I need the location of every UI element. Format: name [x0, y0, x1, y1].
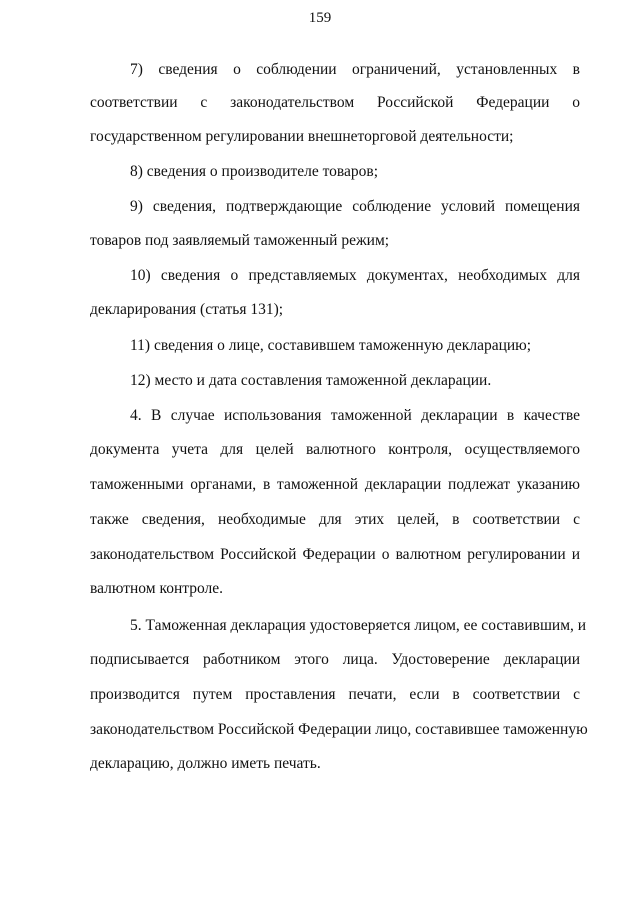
page-number: 159 — [308, 10, 332, 26]
text-line: валютном контроле. — [90, 580, 223, 597]
text-line: 12) место и дата составления таможенной декларации. — [130, 372, 492, 389]
text-line: также сведения, необходимые для этих целей, в соответствии с — [90, 511, 580, 528]
text-line: государственном регулировании внешнеторговой деятельности; — [90, 128, 514, 145]
text-line: подписывается работником этого лица. Удостоверение декларации — [90, 651, 580, 668]
text-line: товаров под заявляемый таможенный режим; — [90, 232, 390, 249]
text-line: таможенными органами, в таможенной декларации подлежат указанию — [90, 476, 580, 493]
text-line: законодательством Российской Федерации лицо, составившее таможенную — [90, 721, 588, 738]
text-line: декларацию, должно иметь печать. — [90, 755, 321, 772]
text-line: 9) сведения, подтверждающие соблюдение условий помещения — [130, 198, 580, 215]
text-line: 11) сведения о лице, составившем таможенную декларацию; — [130, 337, 532, 354]
text-line: 4. В случае использования таможенной декларации в качестве — [130, 407, 580, 424]
text-line: производится путем проставления печати, если в соответствии с — [90, 686, 580, 703]
text-line: 5. Таможенная декларация удостоверяется лицом, ее составившим, и — [130, 617, 587, 634]
text-line: декларирования (статья 131); — [90, 301, 284, 318]
text-line: 10) сведения о представляемых документах, необходимых для — [130, 267, 580, 284]
text-line: 7) сведения о соблюдении ограничений, установленных в — [130, 61, 580, 78]
text-line: законодательством Российской Федерации о валютном регулировании и — [90, 546, 580, 563]
text-line: 8) сведения о производителе товаров; — [130, 163, 379, 180]
text-line: документа учета для целей валютного контроля, осуществляемого — [90, 441, 580, 458]
text-line: соответствии с законодательством Российской Федерации о — [90, 94, 580, 111]
